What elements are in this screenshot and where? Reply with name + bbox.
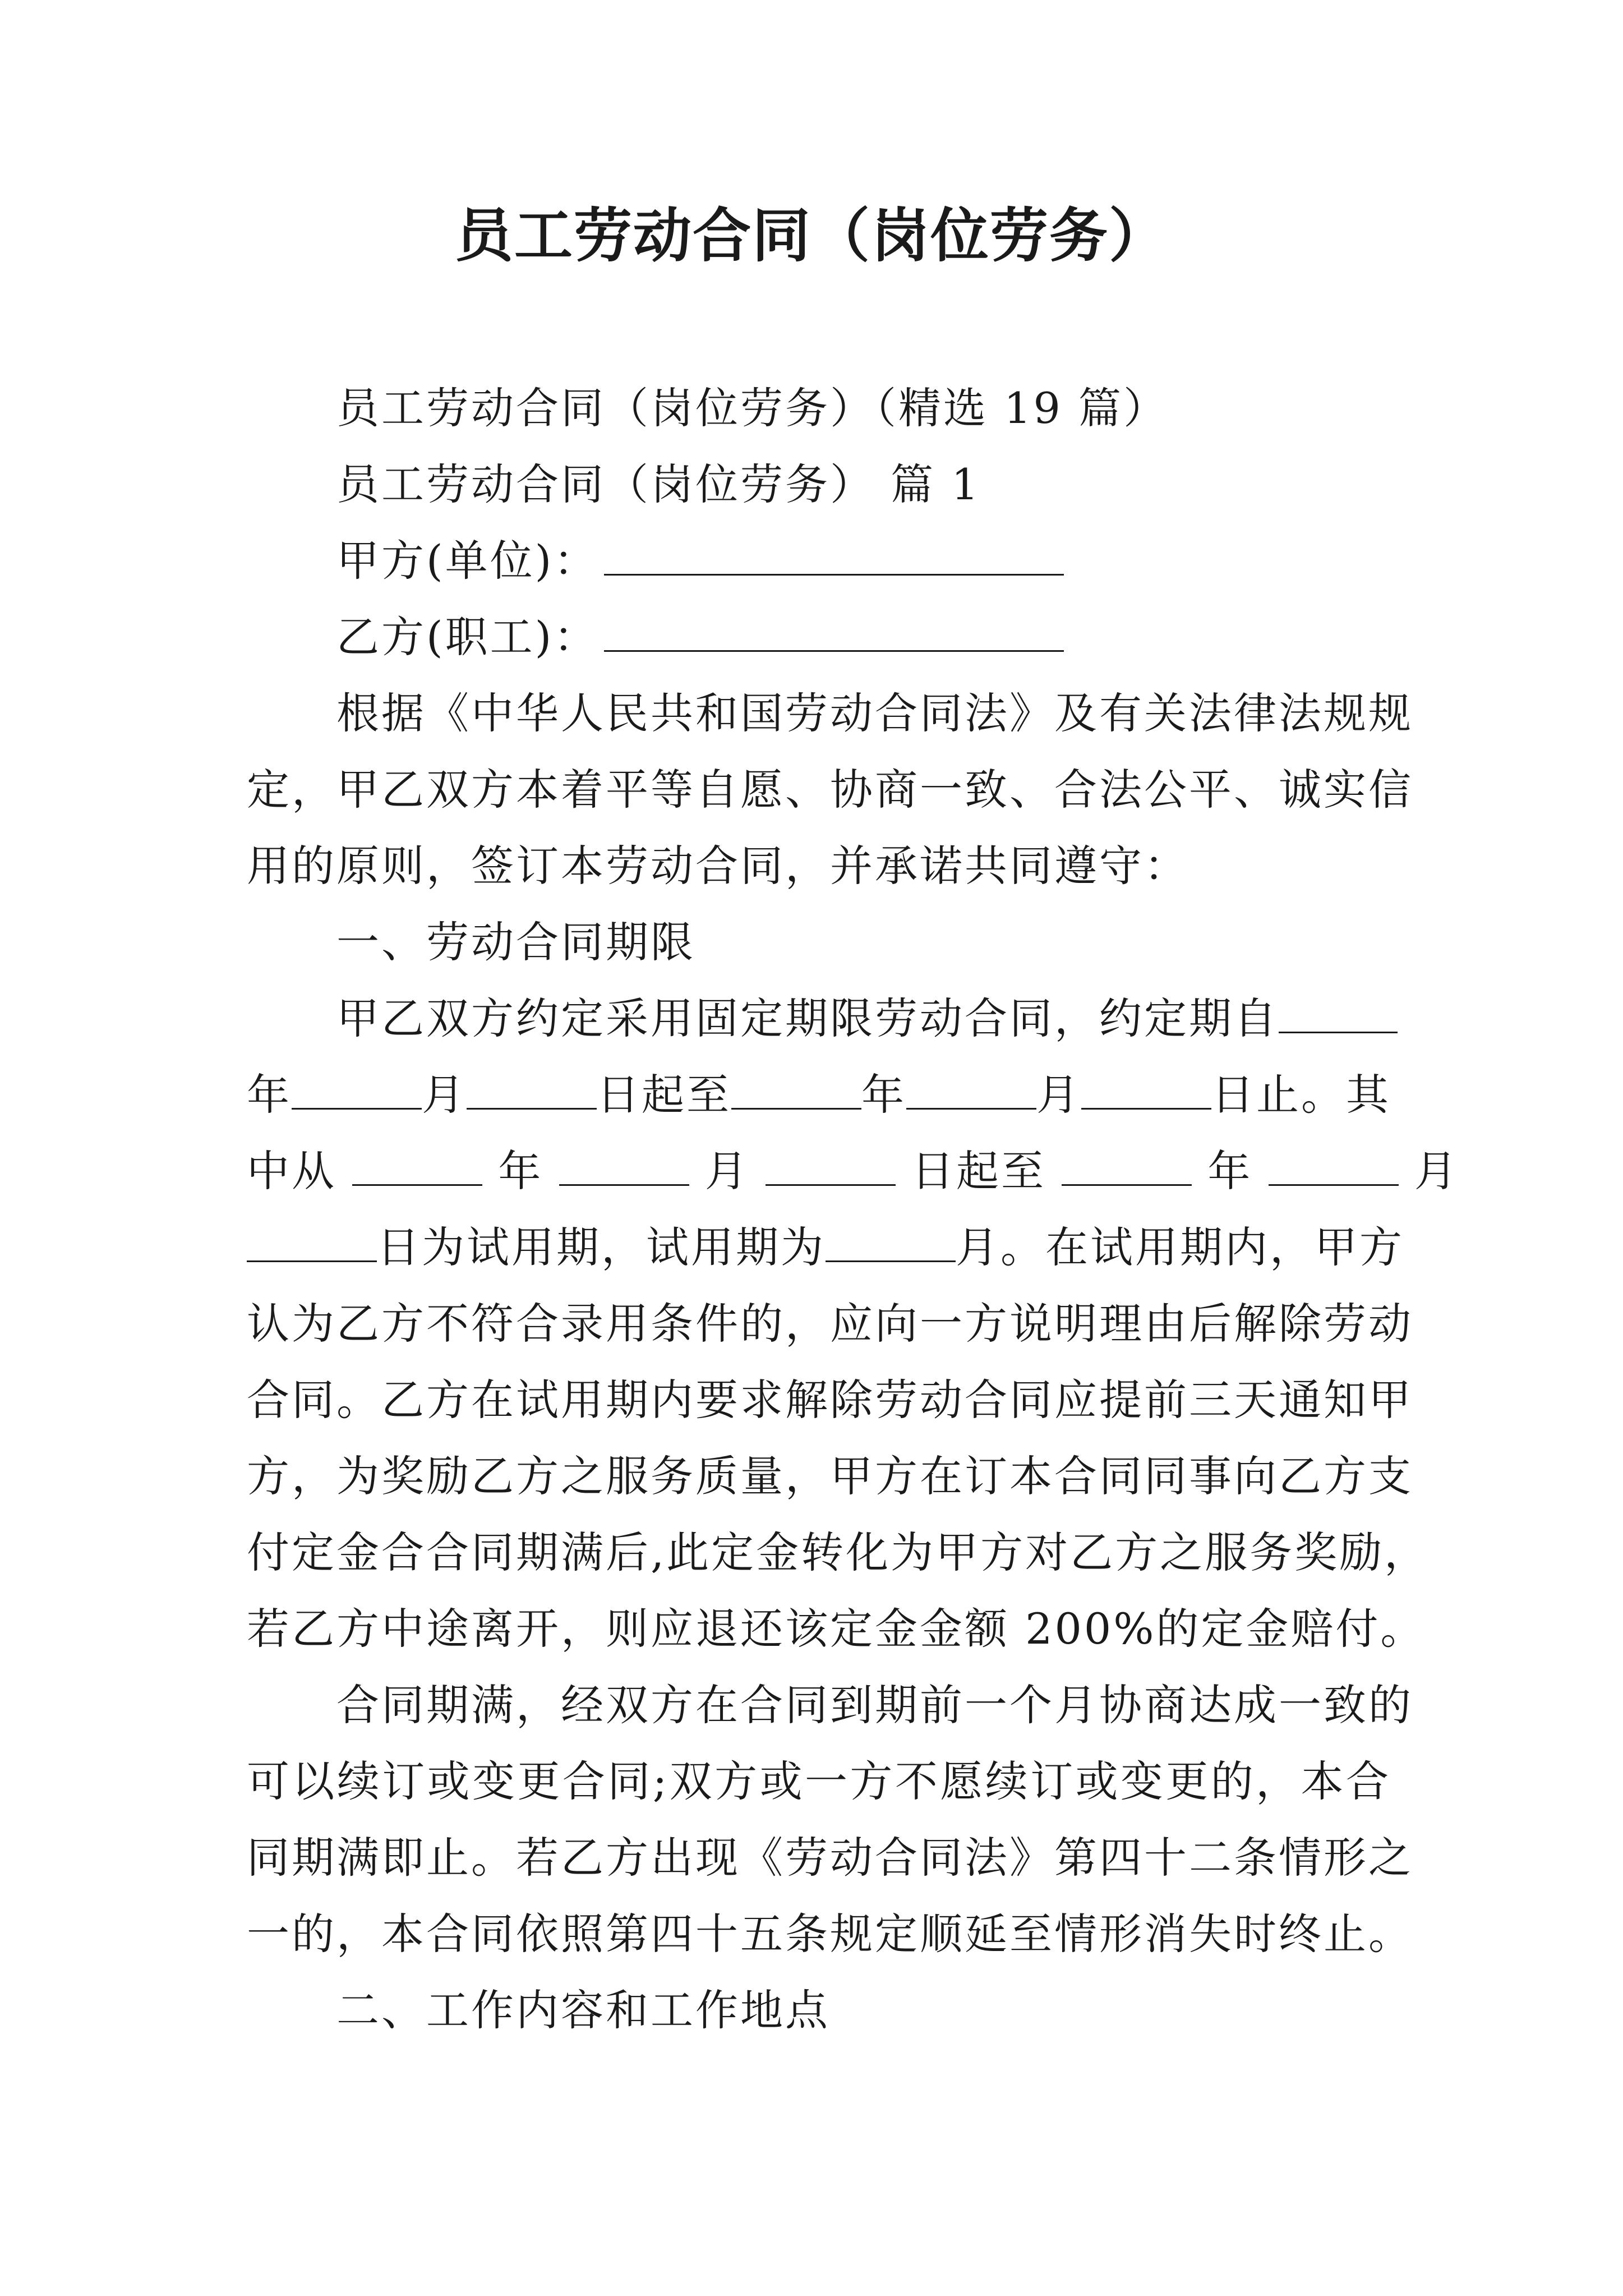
term-text: 月 [1036,1070,1081,1120]
document-body [247,370,1459,2049]
date-blank [1269,1147,1399,1186]
trial-line: 认为乙方不符合录用条件的，应向一方说明理由后解除劳动 [247,1299,1413,1349]
trial-line: 付定金合合同期满后,此定金转化为甲方对乙方之服务奖励， [247,1527,1430,1577]
date-blank [352,1147,482,1186]
expiry-line: 一的，本合同依照第四十五条规定顺延至情形消失时终止。 [247,1909,1413,1959]
page-title: 员工劳动合同（岗位劳务） [454,201,1168,270]
term-text: 日起至 [911,1146,1046,1196]
term-text: 年 [247,1070,292,1120]
date-blank [766,1147,896,1186]
trial-line: 合同。乙方在试用期内要求解除劳动合同应提前三天通知甲 [247,1375,1413,1425]
expiry-line: 合同期满，经双方在合同到期前一个月协商达成一致的 [336,1680,1413,1730]
date-blank [559,1147,689,1186]
term-line [247,1209,1404,1286]
intro-line: 根据《中华人民共和国劳动合同法》及有关法律法规规 [336,688,1413,738]
article-heading: 员工劳动合同（岗位劳务） 篇 1 [336,459,981,509]
section-heading: 一、劳动合同期限 [336,917,695,967]
term-text: 月 [704,1146,750,1196]
party-b-line [247,599,1391,675]
date-blank [1279,995,1398,1033]
date-blank [1062,1147,1192,1186]
party-b-label: 乙方(职工)： [336,612,599,662]
term-text: 日起至 [597,1070,731,1120]
term-text: 月 [1414,1146,1459,1196]
trial-line: 若乙方中途离开，则应退还该定金金额 200%的定金赔付。 [247,1604,1426,1654]
term-text: 年 [1207,1146,1253,1196]
term-line [247,981,1391,1057]
intro-line: 用的原则，签订本劳动合同，并承诺共同遵守： [247,841,1189,891]
party-b-blank [604,613,1064,652]
date-blank [292,1071,422,1110]
date-blank [731,1071,861,1110]
date-blank [826,1223,956,1262]
expiry-line: 可以续订或变更合同;双方或一方不愿续订或变更的，本合 [247,1756,1391,1806]
party-a-label: 甲方(单位)： [336,536,599,586]
intro-line: 定，甲乙双方本着平等自愿、协商一致、合法公平、诚实信 [247,765,1413,815]
term-text: 年 [498,1146,543,1196]
term-text: 月 [422,1070,467,1120]
section-heading: 二、工作内容和工作地点 [336,1985,830,2035]
term-text: 甲乙双方约定采用固定期限劳动合同，约定期自 [336,993,1279,1043]
term-text: 中从 [247,1146,336,1196]
document-subtitle: 员工劳动合同（岗位劳务）（精选 19 篇） [336,383,1169,433]
term-text: 日为试用期，试用期为 [377,1222,826,1272]
party-a-line [247,523,1391,599]
term-text: 月。在试用期内，甲方 [956,1222,1404,1272]
term-text: 日止。其 [1211,1070,1391,1120]
party-a-blank [604,537,1064,576]
date-blank [906,1071,1036,1110]
date-blank [1081,1071,1211,1110]
trial-line: 方，为奖励乙方之服务质量，甲方在订本合同同事向乙方支 [247,1451,1413,1501]
date-blank [247,1223,377,1262]
term-line [247,1133,1459,1209]
date-blank [467,1071,597,1110]
term-text: 年 [861,1070,906,1120]
expiry-line: 同期满即止。若乙方出现《劳动合同法》第四十二条情形之 [247,1833,1413,1883]
term-line [247,1057,1391,1133]
